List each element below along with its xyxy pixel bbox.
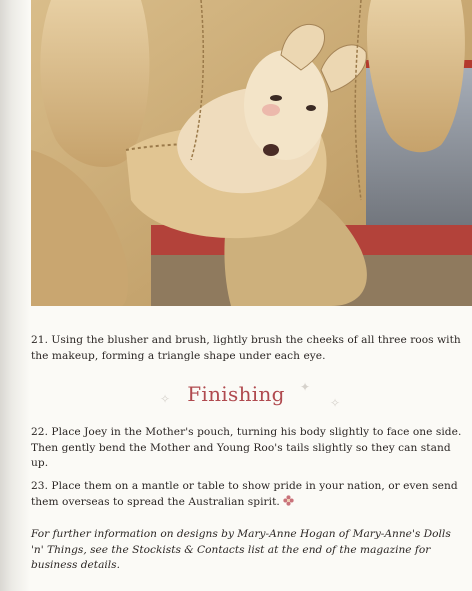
sparkle-icon: ✦ — [300, 380, 311, 394]
designer-info-note: For further information on designs by Mary-Anne Hogan of Mary-Anne's Dolls 'n' Things, see the Stockists & Contacts list at the end of the magazine for business details. — [31, 528, 451, 571]
sparkle-icon: ✧ — [160, 392, 171, 406]
page-binding-shadow — [0, 0, 30, 591]
section-heading-finishing: Finishing — [187, 382, 285, 406]
flower-end-mark-icon — [283, 495, 294, 506]
sparkle-icon: ✧ — [330, 396, 341, 410]
step-21-text: 21. Using the blusher and brush, lightly brush the cheeks of all three roos with the makeup, forming a triangle shape under each eye. — [31, 334, 461, 362]
step-22-text: 22. Place Joey in the Mother's pouch, turning his body slightly to face one side. Then gently bend the Mother and Young Roo's tails slightly so they can stand up. — [31, 426, 462, 469]
kangaroo-photo — [31, 0, 472, 306]
step-23-paragraph — [31, 479, 464, 510]
step-23-text: 23. Place them on a mantle or table to show pride in your nation, or even send them overseas to spread the Australian spirit. — [31, 480, 458, 508]
